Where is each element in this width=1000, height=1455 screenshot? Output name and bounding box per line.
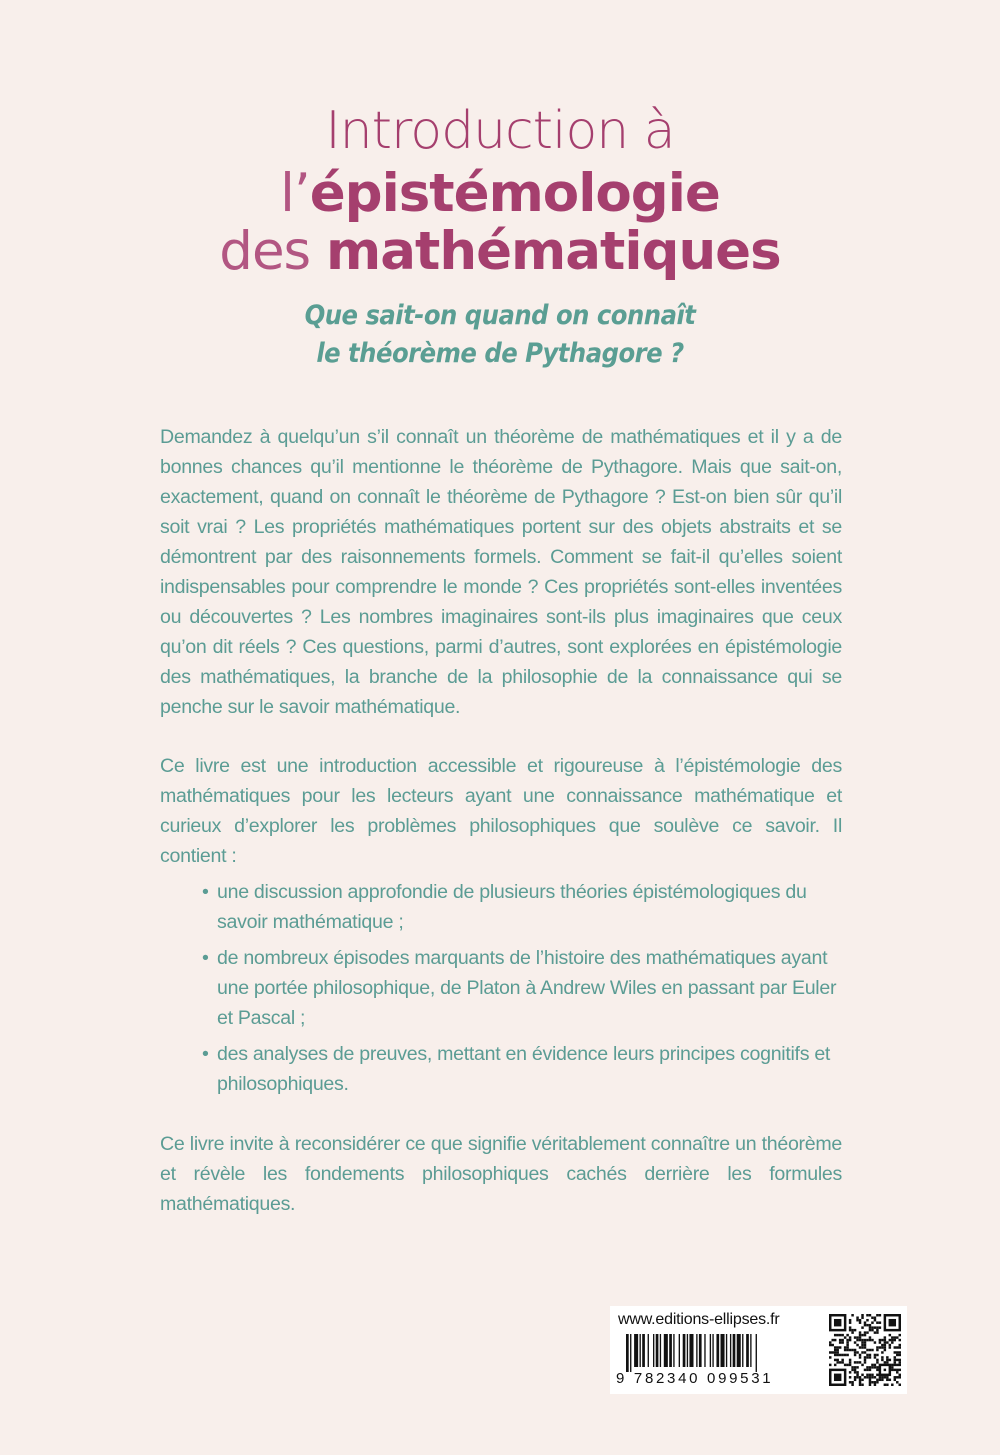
title-line-2-prefix: l’ (280, 163, 310, 224)
list-item (160, 1039, 842, 1099)
list-item-text: de nombreux épisodes marquants de l’histoire des mathématiques ayant une portée philosophique, de Platon à Andrew Wiles en passant par Euler et Pascal ; (217, 947, 837, 1029)
description-paragraph-1 (160, 422, 842, 722)
barcode-icon (618, 1334, 812, 1372)
title-line-2-bold: épistémologie (309, 163, 720, 224)
bullet-icon: • (202, 947, 209, 969)
qr-code-icon (829, 1314, 901, 1386)
bullet-icon: • (202, 881, 209, 903)
subtitle-line-2: le théorème de Pythagore ? (316, 338, 684, 369)
title-line-3-bold: mathématiques (326, 221, 781, 282)
title-line-1: Introduction à (325, 101, 675, 161)
title-line-3-prefix: des (219, 221, 327, 282)
paragraph-3-text: Ce livre invite à reconsidérer ce que signifie véritablement connaître un théorème et révèle les fondements philosophiques cachés derrière les formules mathématiques. (160, 1133, 842, 1215)
list-item-text: des analyses de preuves, mettant en évidence leurs principes cognitifs et philosophiques. (217, 1043, 831, 1095)
isbn-digits: 9 782340 099531 (616, 1370, 774, 1387)
contents-list (160, 877, 842, 1105)
title-line-2 (0, 163, 1000, 224)
paragraph-2-text: Ce livre est une introduction accessible et rigoureuse à l’épistémologie des mathématiques pour les lecteurs ayant une connaissance mathématique et curieux d’explorer les problèmes philosophiques que soulève ce savoir. Il contient : (160, 755, 842, 867)
title-line-3 (0, 221, 1000, 282)
bullet-icon: • (202, 1043, 209, 1065)
list-item (160, 877, 842, 937)
paragraph-1-text: Demandez à quelqu’un s’il connaît un théorème de mathématiques et il y a de bonnes chances qu’il mentionne le théorème de Pythagore. Mais que sait-on, exactement, quand on connaît le théorème de Pythagore ? Est-on bien sûr qu’il soit vrai ? Les propriétés mathématiques portent sur des objets abstraits et se démontrent par des raisonnements formels. Comment se fait-il qu’elles soient indispensables pour comprendre le monde ? Ces propriétés sont-elles inventées ou découvertes ? Les nombres imaginaires sont-ils plus imaginaires que ceux qu’on dit réels ? Ces questions, parmi d’autres, sont explorées en épistémologie des mathématiques, la branche de la philosophie de la connaissance qui se penche sur le savoir mathématique. (160, 426, 842, 718)
list-item (160, 943, 842, 1033)
description-paragraph-3 (160, 1129, 842, 1219)
barcode-panel (610, 1306, 907, 1394)
publisher-url: www.editions-ellipses.fr (618, 1311, 780, 1328)
list-item-text: une discussion approfondie de plusieurs théories épistémologiques du savoir mathématique ; (217, 881, 807, 933)
description-paragraph-2 (160, 751, 842, 871)
subtitle-line-1: Que sait-on quand on connaît (304, 300, 696, 331)
